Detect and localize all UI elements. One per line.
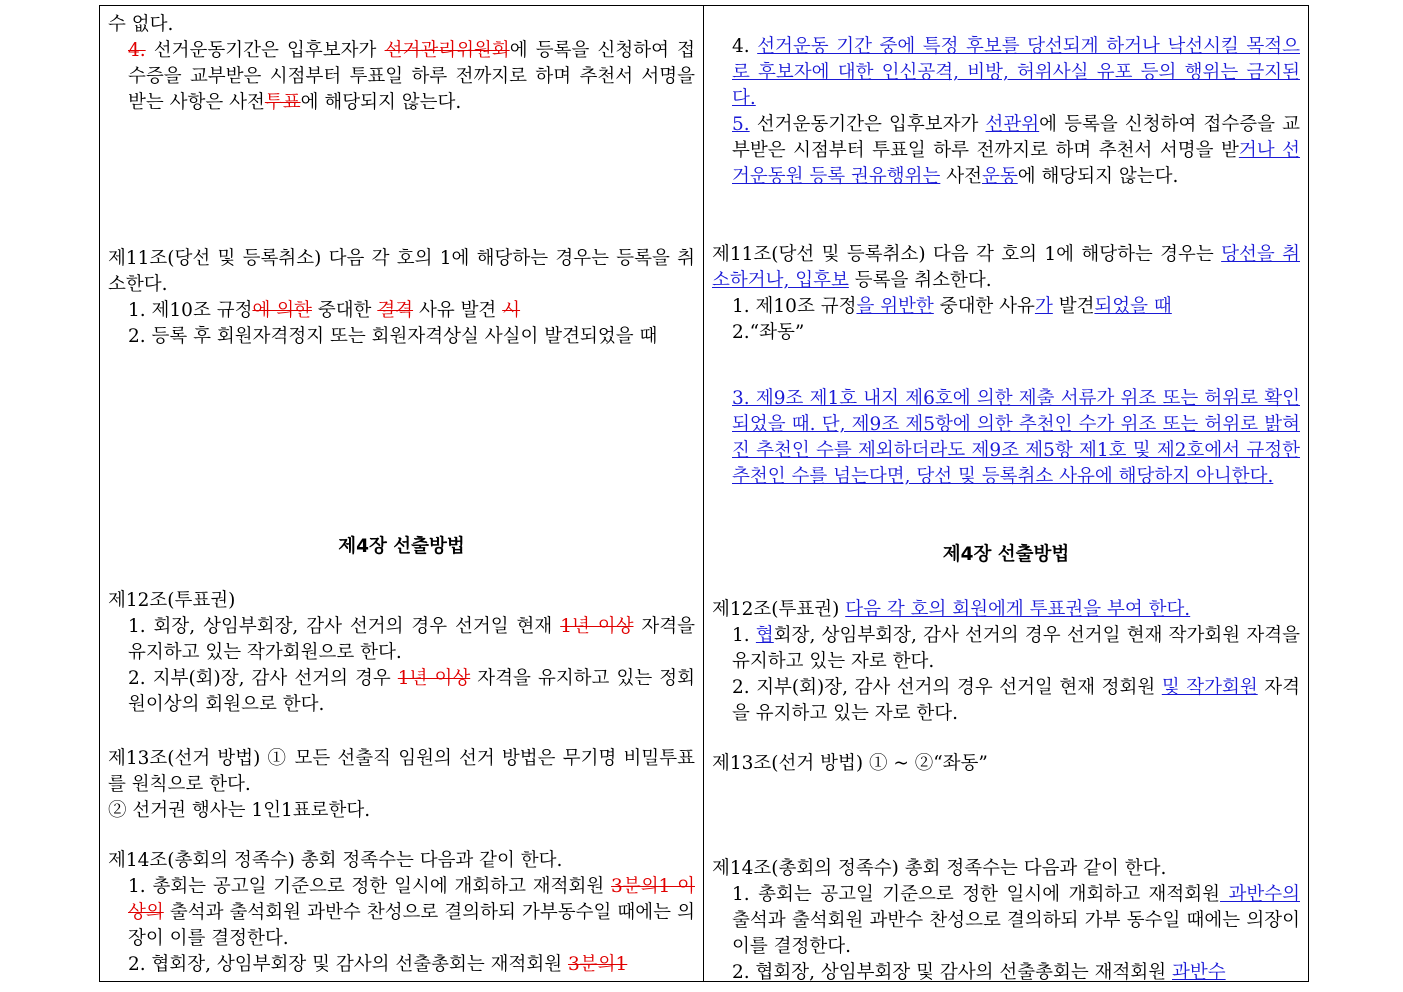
text-run: 제11조(당선 및 등록취소) 다음 각 호의 1에 해당하는 경우는 [712,244,1222,265]
list-item [712,882,1300,960]
text-run: 에 등록을 신청하여 접수증을 교부받은 시점부터 투표일 하루 전까지로 하며 추천서 서명을 받 [732,114,1300,161]
text-run: 자격을 유지하고 있는 작가회원으로 한다. [128,616,696,663]
inserted-text: 과반수의 [1220,884,1300,905]
article-11 [108,246,695,350]
text-run: 2. 지부(회)장, 감사 선거의 경우 [128,668,398,689]
article-title: 제11조(당선 및 등록취소) 다음 각 호의 1에 해당하는 경우는 등록을 취소한다. [108,248,695,295]
inserted-text: 5. [732,114,750,135]
paragraph-prohibition [712,34,1300,112]
inserted-text: 과반수 [1172,962,1226,981]
inserted-text: 을 위반한 [856,296,934,317]
chapter-heading: 제4장 선출방법 [338,536,465,557]
revised-text-column [704,6,1308,981]
list-item [712,960,1300,981]
deleted-text: 에 의한 [252,300,312,321]
article-title: 제12조(투표권) [108,590,236,611]
text-run: 회장, 상임부회장, 감사 선거의 경우 선거일 현재 작가회원 자격을 유지하고 있는 자로 한다. [732,625,1300,672]
list-item [108,614,695,666]
article-title: 제13조(선거 방법) ① 모든 선출직 임원의 선거 방법은 무기명 비밀투표를 원칙으로 한다. [108,748,695,795]
inserted-text: 가 [1034,296,1053,317]
inserted-text: 선관위 [985,114,1040,135]
inserted-text: 운동 [981,166,1018,187]
article-10-tail [108,12,695,116]
deleted-text: 3분의1 [568,954,628,975]
text-run: 출석과 출석회원 과반수 찬성으로 결의하되 가부동수일 때에는 의장이 이를 결정한다. [128,902,695,949]
article-13 [108,746,695,824]
deleted-text: 선거관리위원회 [384,40,510,61]
article-10-tail-revised [712,34,1300,190]
text-run: 사전 [940,166,982,187]
text-run: 1. 제10조 규정 [732,296,857,317]
inserted-text: 3. 제9조 제1호 내지 제6호에 의한 제출 서류가 위조 또는 허위로 확인되었을 때. 단, 제9조 제5항에 의한 추천인 수가 위조 또는 허위로 밝혀진 추천인 수를 제외하더라도 제9조 제5항 제1호 및 제2호에서 규정한 추천인 수를 넘는다면, 당선 및 등록취소 사유에 해당하지 아니한다. [732,388,1300,487]
text-run: 4. [732,36,758,57]
comparison-table [99,5,1309,982]
text-run: 1. 제10조 규정 [128,300,253,321]
inserted-text: 당선을 취소하거나, 입후보 [712,244,1300,291]
text-line: 수 없다. [108,14,174,35]
inserted-text: 협 [755,625,774,646]
deleted-text: 투표 [264,92,301,113]
text-run: 중대한 사유 [933,296,1035,317]
paragraph-election-period [108,38,695,116]
deleted-text: 4. [128,40,146,61]
article-title: 제13조(선거 방법) ① ~ ②“좌동” [712,753,988,774]
article-14 [108,848,695,978]
text-run: 선거운동기간은 입후보자가 [145,40,385,61]
text-line: ② 선거권 행사는 1인1표로한다. [108,800,371,821]
text-run: 에 해당되지 않는다. [300,92,462,113]
deleted-text: 결격 [377,300,414,321]
text-run: 자격을 유지하고 있는 정회원이상의 회원으로 한다. [128,668,696,715]
text-run: 에 등록을 신청하여 접수증을 교부받은 시점부터 투표일 하루 전까지로 하며 추천서 서명을 받는 사항은 사전 [128,40,695,113]
article-title: 제14조(총회의 정족수) 총회 정족수는 다음과 같이 한다. [712,858,1167,879]
text-run: 2. 지부(회)장, 감사 선거의 경우 선거일 현재 정회원 [732,677,1162,698]
text-run: 사유 발견 [413,300,503,321]
text-run: 발견 [1052,296,1095,317]
inserted-text: 선거운동 기간 중에 특정 후보를 당선되게 하거나 낙선시킬 목적으로 후보자에 대한 인신공격, 비방, 허위사실 유포 등의 행위는 금지된다. [732,36,1300,109]
text-run: 중대한 [311,300,378,321]
list-item [712,294,1300,320]
deleted-text: 1년 이상 [397,668,471,689]
deleted-text: 1년 이상 [560,616,634,637]
article-14-revised [712,856,1300,981]
list-item [712,675,1300,727]
article-12-revised [712,597,1300,727]
list-item [108,874,695,952]
original-text-column [100,6,704,981]
article-title: 제14조(총회의 정족수) 총회 정족수는 다음과 같이 한다. [108,850,563,871]
text-run: 2. 협회장, 상임부회장 및 감사의 선출총회는 재적회원 [128,954,568,975]
list-item: 2.“좌동” [732,322,805,343]
paragraph-election-period [712,112,1300,190]
text-run: 제12조(투표권) [712,599,846,620]
article-11-item-3 [712,386,1300,490]
text-run: 1. [732,625,756,646]
text-run: 출석과 출석회원 과반수 찬성으로 결의하되 가부 동수일 때에는 의장이 이를 결정한다. [732,910,1300,957]
text-run: 1. 총회는 공고일 기준으로 정한 일시에 개회하고 재적회원 [128,876,612,897]
text-run: 등록을 취소한다. [848,270,992,291]
list-item [712,623,1300,675]
text-run: 2. 협회장, 상임부회장 및 감사의 선출총회는 재적회원 [732,962,1172,981]
inserted-text: 되었을 때 [1094,296,1172,317]
inserted-text: 다음 각 호의 회원에게 투표권을 부여 한다. [845,599,1191,620]
list-item: 2. 등록 후 회원자격정지 또는 회원자격상실 사실이 발견되었을 때 [128,326,658,347]
inserted-text: 거나 선거운동원 등록 권유행위는 [732,140,1300,187]
article-title [712,242,1300,294]
list-item [108,952,695,978]
deleted-text: 시 [502,300,521,321]
article-12 [108,588,695,718]
list-item [108,298,695,324]
article-13-revised [712,751,1300,777]
text-run: 선거운동기간은 입후보자가 [749,114,986,135]
text-run: 1. 회장, 상임부회장, 감사 선거의 경우 선거일 현재 [128,616,561,637]
text-run: 에 해당되지 않는다. [1017,166,1179,187]
text-run: 1. 총회는 공고일 기준으로 정한 일시에 개회하고 재적회원 [732,884,1221,905]
deleted-text: 3분의1 이상의 [128,876,695,923]
list-item [108,666,695,718]
text-run: 자격을 유지하고 있는 자로 한다. [732,677,1300,724]
inserted-text: 및 작가회원 [1161,677,1258,698]
article-11-revised [712,242,1300,346]
chapter-heading: 제4장 선출방법 [942,544,1070,565]
article-title [712,597,1300,623]
